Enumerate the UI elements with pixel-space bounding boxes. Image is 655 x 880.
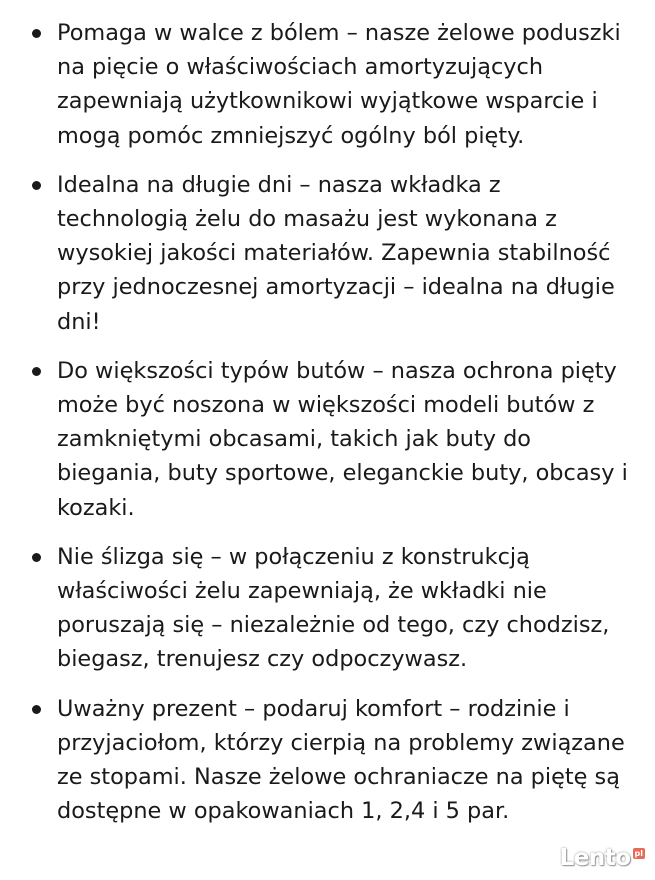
list-item — [0, 540, 637, 677]
feature-text: Do większości typów butów – nasza ochrona pięty może być noszona w większości modeli butów z zamkniętymi obcasami, takich jak buty do biegania, buty sportowe, eleganckie buty, obcasy i kozaki. — [57, 357, 628, 521]
list-item — [0, 16, 637, 153]
bullet-icon — [32, 367, 41, 376]
lento-watermark — [560, 845, 645, 871]
list-item — [0, 168, 637, 339]
feature-text: Uważny prezent – podaruj komfort – rodzinie i przyjaciołom, którzy cierpią na problemy związane ze stopami. Nasze żelowe ochraniacze na piętę są dostępne w opakowaniach 1, 2,4 i 5 par. — [57, 695, 625, 825]
watermark-badge: pl — [634, 849, 643, 858]
watermark-brand: Lento — [559, 845, 631, 871]
feature-text: Idealna na długie dni – nasza wkładka z technologią żelu do masażu jest wykonana z wysokiej jakości materiałów. Zapewnia stabilność przy jednoczesnej amortyzacji – idealna na długie dni! — [57, 171, 615, 335]
feature-text: Nie ślizga się – w połączeniu z konstrukcją właściwości żelu zapewniają, że wkładki nie poruszają się – niezależnie od tego, czy chodzisz, biegasz, trenujesz czy odpoczywasz. — [57, 543, 610, 673]
bullet-icon — [32, 553, 41, 562]
bullet-icon — [32, 705, 41, 714]
list-item — [0, 692, 637, 829]
bullet-icon — [32, 29, 41, 38]
bullet-icon — [32, 181, 41, 190]
feature-text: Pomaga w walce z bólem – nasze żelowe poduszki na pięcie o właściwościach amortyzujących zapewniają użytkownikowi wyjątkowe wsparcie i mogą pomóc zmniejszyć ogólny ból pięty. — [57, 20, 621, 149]
list-item — [0, 354, 637, 525]
